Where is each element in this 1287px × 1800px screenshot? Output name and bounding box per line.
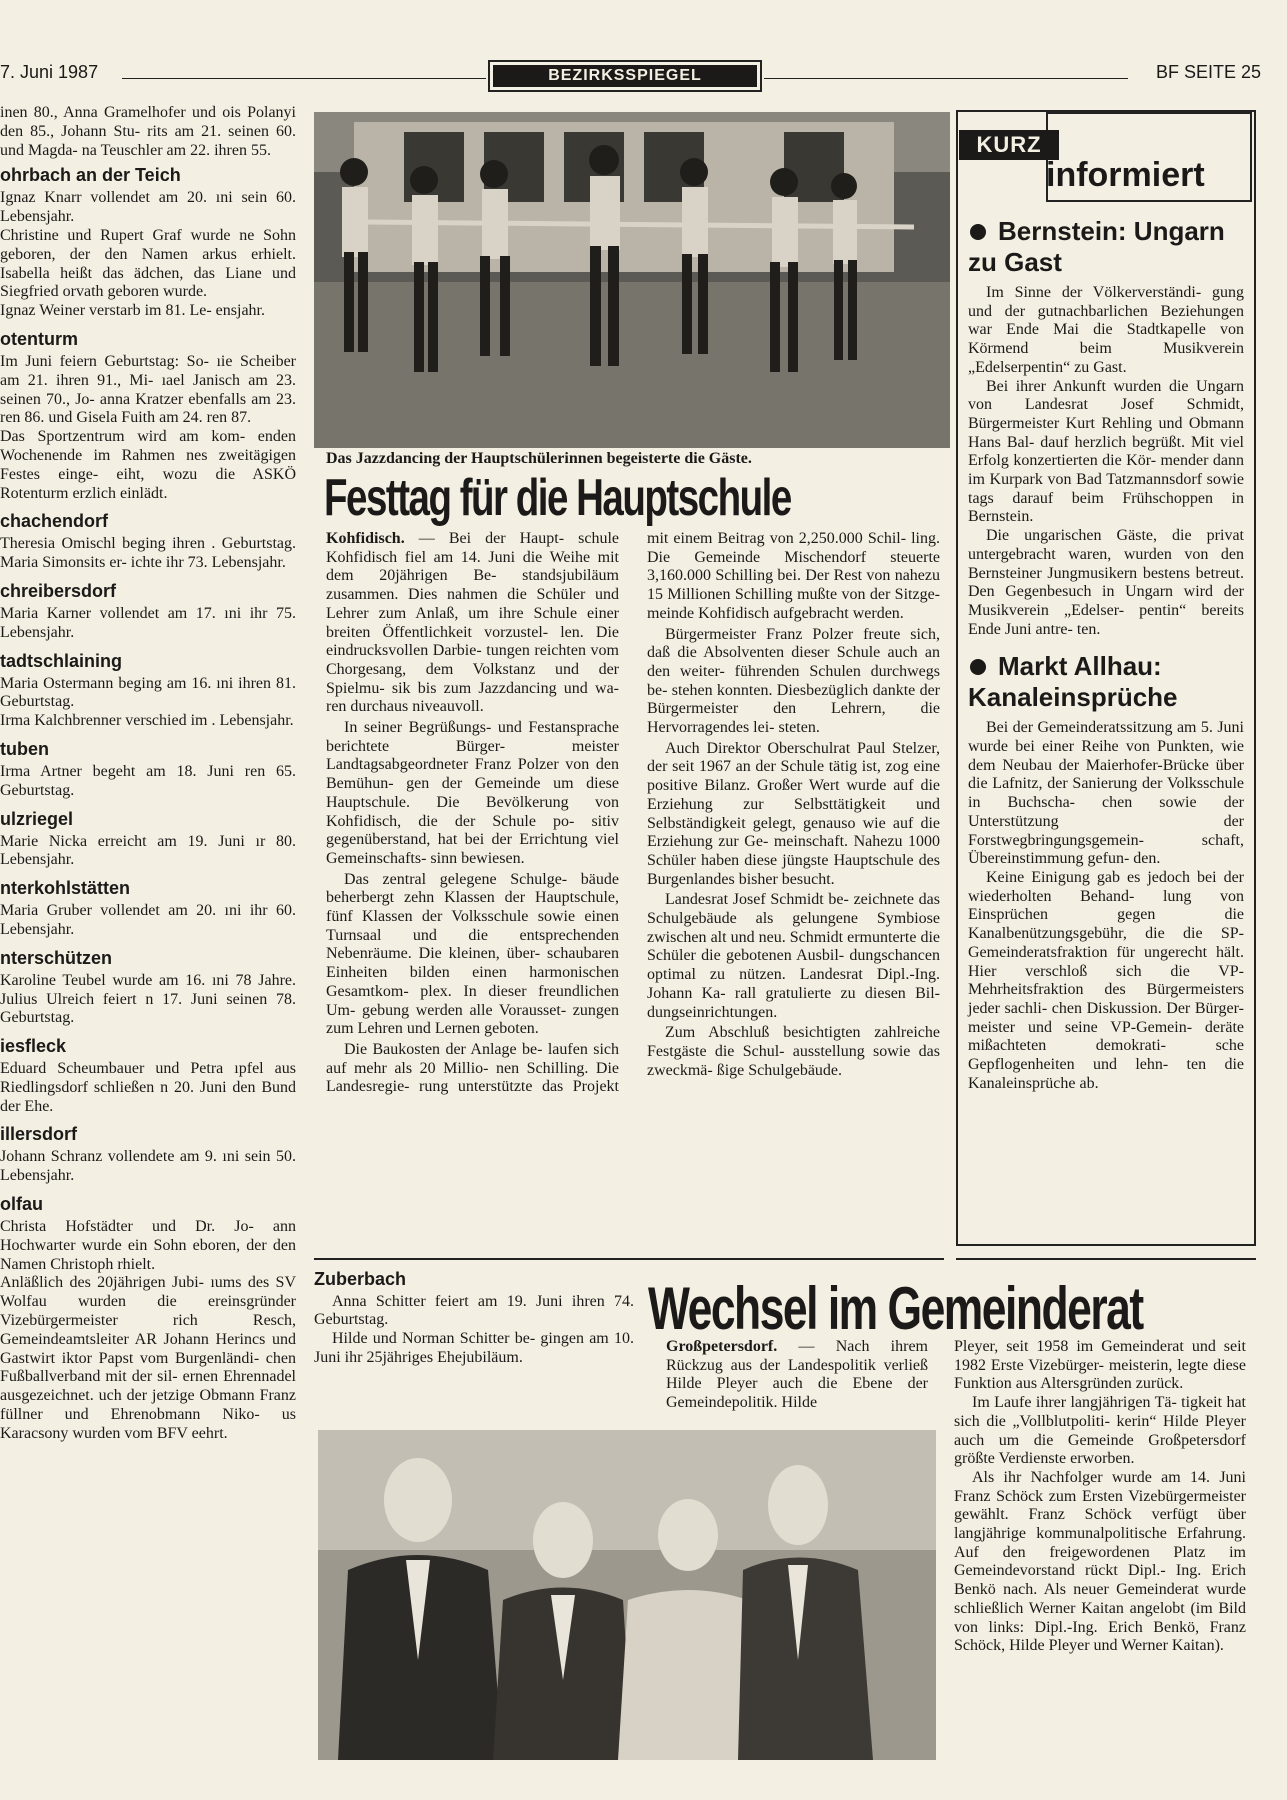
- notice-paragraph: Ignaz Weiner verstarb im 81. Le- ensjahr.: [0, 302, 265, 320]
- article-wechsel-paragraph-3: Als ihr Nachfolger wurde am 14. Juni Franz Schöck zum Ersten Vizebürgermeister gewählt. Franz Schöck verfügt über langjährige kommunalpolitische Erfahrung. Auf den freigewordenen Platz im Gemeindevorstand rückt Dipl.- Ing. Erich Benkö nach. Als neuer Gemeinderat wurde schließlich Werner Kaitan angelobt (im Bild von links: Dipl.-Ing. Erich Benkö, Franz Schöck, Hilde Pleyer und Werner Kaitan).: [954, 1468, 1246, 1655]
- article-paragraph: Zum Abschluß besichtigten zahlreiche Festgäste die Schul- ausstellung sowie das zweckmä- ßige Schulgebäude.: [647, 1024, 940, 1079]
- notice-heading: nterkohlstätten: [0, 878, 131, 899]
- notice-paragraph: Marie Nicka erreicht am 19. Juni ır 80. Lebensjahr.: [0, 832, 296, 869]
- kurz-paragraph: Die ungarischen Gäste, die privat untergebracht waren, wurden von den Bernsteiner Jungmusikern bestens betreut. Den Gegenbesuch in Ungarn wird der Musikverein „Edelser- pentin“ bereits Ende Juni antre- ten.: [968, 527, 1244, 638]
- notice-paragraph: Karoline Teubel wurde am 16. ıni 78 Jahre. Julius Ulreich feiert n 17. Juni seinen 78. Geburtstag.: [0, 971, 296, 1027]
- notice-paragraph: Christine und Rupert Graf wurde ne Sohn geboren, der den Namen arkus erhielt. Isabella heißt das ädchen, das Liane und Siegfried orvath geboren wurde.: [0, 226, 296, 301]
- notice-heading: nterschützen: [0, 947, 113, 968]
- bullet-icon: [970, 659, 986, 675]
- notice-paragraph: Anläßlich des 20jährigen Jubi- ıums des SV Wolfau wurden die ereinsgründer Vizebürgermeister rich Resch, Gemeindeamtsleiter AR Johann Herincs und Gastwirt iktor Papst vom Burgenländi- chen Fußballverband mit der sil- ernen Ehrennadel ausgezeichnet. uch der jetzige Obmann Franz füllner und Ehrenobmann Niko- us Karacsony wurden vom BFV eehrt.: [0, 1274, 296, 1442]
- article-paragraph: In seiner Begrüßungs- und Festansprache berichtete Bürger- meister Landtagsabgeordneter Franz Polzer von den Bemühun- gen der Gemeinde um diese Hauptschule. Die Bevölkerung von Kohfidisch, die der Schule po- sitiv gegenüberstand, hat bei der Errichtung viel Gemeinschafts- sinn bewiesen.: [326, 719, 619, 867]
- notice-heading: olfau: [0, 1194, 43, 1215]
- notice-paragraph: Eduard Scheumbauer und Petra ıpfel aus Riedlingsdorf schließen n 20. Juni den Bund der Ehe.: [0, 1060, 296, 1115]
- notice-paragraph: Das Sportzentrum wird am kom- enden Wochenende im Rahmen nes zweitägigen Festes einge- eiht, wozu die ASKÖ Rotenturm erzlich einlädt.: [0, 428, 296, 502]
- section-divider-right: [956, 1258, 1256, 1260]
- article-wechsel-col2: [954, 1338, 1246, 1656]
- article-paragraph: Kohfidisch. — Bei der Haupt- schule Kohfidisch fiel am 14. Juni die Weihe mit dem 20jährigen Be- standsjubiläum zusammen. Dies nahmen die Schüler und Lehrer zum Anlaß, um ihre Schule einer breiten Öffentlichkeit vorzustel- len. Die eindrucksvollen Darbie- tungen reichten vom Chorgesang, dem Volkstanz und der Spielmu- sik bis zum Jazzdancing und wa- ren durchaus niveauvoll.: [326, 530, 619, 716]
- kurz-informiert-content: [968, 216, 1244, 1093]
- photo-caption: Das Jazzdancing der Hauptschülerinnen begeisterte die Gäste.: [326, 450, 752, 467]
- issue-date: 7. Juni 1987: [0, 62, 99, 82]
- notice-paragraph: Maria Ostermann beging am 16. ıni ihren 81. Geburtstag.: [0, 674, 296, 711]
- gemeinderat-group-photo: [318, 1430, 936, 1760]
- header-rule-left: [122, 78, 486, 79]
- notice-paragraph: Ignaz Knarr vollendet am 20. ıni sein 60. Lebensjahr.: [0, 189, 296, 226]
- zuberbach-notice: [314, 1270, 634, 1368]
- kurz-item-heading: Markt Allhau: Kanaleinsprüche: [968, 651, 1178, 713]
- article-paragraph: Die Baukosten der Anlage be- laufen sich auf mehr als 20 Millio- nen Schilling. Die Landesregie- rung unterstützte das Projekt mit einem Beitrag von 2,250.000 Schil- ling. Die Gemeinde Mischendorf steuerte 3,160.000 Schilling bei. Der Rest von nahezu 15 Millionen Schilling mußte von der Sitzge- meinde Kohfidisch aufgebracht werden.: [326, 530, 940, 1096]
- notice-heading: illersdorf: [0, 1124, 78, 1145]
- notice-heading: otenturm: [0, 328, 78, 349]
- kurz-badge: KURZ: [959, 130, 1059, 160]
- notice-paragraph: Im Juni feiern Geburtstag: So- ıie Scheiber am 21. ihren 91., Mi- ıael Janisch am 23. seinen 70., Jo- anna Kratzer ebenfalls am 23. ren 86. und Gisela Fuith am 24. ren 87.: [0, 352, 296, 427]
- kurz-title: informiert: [1046, 156, 1205, 194]
- article-paragraph: Das zentral gelegene Schulge- bäude beherbergt zehn Klassen der Hauptschule, fünf Klassen der Volksschule sowie einen Turnsaal und die entsprechenden Nebenräume. Die kleinen, über- schaubaren Einheiten bilden einen harmonischen Gesamtkom- plex. In dieser freundlichen Um- gebung werden alle Vorausset- zungen zum Lehren und Lernen geboten.: [326, 870, 619, 1038]
- header-rule-right: [764, 78, 1128, 79]
- section-divider-left: [314, 1258, 944, 1260]
- notice-paragraph: Irma Kalchbrenner verschied im . Lebensjahr.: [0, 712, 294, 730]
- article-wechsel-dateline: Großpetersdorf.: [666, 1338, 778, 1355]
- article-paragraph: Landesrat Josef Schmidt be- zeichnete das Schulgebäude als gelungene Symbiose zwischen alt und neu. Schmidt ermunterte die Schüler die gebotenen Ausbil- dungschancen optimal zu nützen. Landesrat Dipl.-Ing. Johann Ka- rall gratulierte zu diesen Bil- dungseinrichtungen.: [647, 891, 940, 1021]
- headline-festtag: Festtag für die Hauptschule: [324, 469, 791, 527]
- article-wechsel-paragraph-1: Pleyer, seit 1958 im Gemeinderat und seit 1982 Erste Vizebürger- meisterin, legte diese Funktion aus Altersgründen zurück.: [954, 1338, 1246, 1393]
- kurz-paragraph: Keine Einigung gab es jedoch bei der wiederholten Behand- lung von Einsprüchen gegen die Kanalbenützungsgebühr, die die SP-Gemeinderatsfraktion für ungerecht hält. Hier verschloß sich die VP-Mehrheitsfraktion des Bürgermeisters jeder sachli- chen Diskussion. Der Bürger- meister und seine VP-Gemein- deräte mißachteten demokrati- sche Gepflogenheiten und lehn- ten die Kanaleinsprüche ab.: [968, 868, 1244, 1092]
- kurz-item-heading: Bernstein: Ungarn zu Gast: [968, 216, 1225, 277]
- notice-paragraph: Maria Gruber vollendet am 20. ıni ihr 60. Lebensjahr.: [0, 902, 296, 938]
- notice-heading: ohrbach an der Teich: [0, 165, 181, 186]
- article-wechsel-col1: [666, 1338, 928, 1413]
- gemeinderat-photo-drawing: [318, 1430, 936, 1760]
- article-wechsel-intro: — Nach ihrem Rückzug aus der Landespolitik verließ Hilde Pleyer auch die Ebene der Gemeindepolitik. Hilde: [666, 1338, 928, 1412]
- jazzdance-photo-drawing: [314, 112, 950, 448]
- zuberbach-heading: Zuberbach: [314, 1269, 407, 1289]
- zuberbach-paragraph-2: Hilde und Norman Schitter be- gingen am 10. Juni ihr 25jähriges Ehejubiläum.: [314, 1330, 634, 1366]
- left-column-notices: [0, 104, 296, 1444]
- notice-paragraph: Irma Artner begeht am 18. Juni ren 65. Geburtstag.: [0, 762, 296, 799]
- jazzdance-photo: [314, 112, 950, 448]
- notice-paragraph: Christa Hofstädter und Dr. Jo- ann Hochwarter wurde ein Sohn eboren, der den Namen Christoph rhielt.: [0, 1218, 296, 1273]
- kurz-item: [968, 216, 1244, 639]
- notice-heading: chachendorf: [0, 511, 109, 532]
- notice-heading: ulzriegel: [0, 808, 74, 829]
- notice-heading: tuben: [0, 738, 49, 759]
- notice-heading: tadtschlaining: [0, 650, 123, 671]
- article-wechsel-paragraph-2: Im Laufe ihrer langjährigen Tä- tigkeit hat sich die „Vollblutpoliti- kerin“ Hilde Pleyer auch um die Gemeinde Großpetersdorf größte Verdienste erworben.: [954, 1394, 1246, 1468]
- article-festtag-body: [326, 530, 940, 1097]
- bullet-icon: [970, 224, 986, 240]
- article-paragraph: Auch Direktor Oberschulrat Paul Stelzer, der seit 1967 an der Schule tätig ist, zog eine positive Bilanz. Großer Wert wurde auf die Erziehung zur Selbsttätigkeit und Selbständigkeit gelegt, genauso wie auf die Erziehung zur Ge- meinschaft. Nahezu 1000 Schüler haben diese jüngste Hauptschule des Burgenlandes bisher besucht.: [647, 739, 940, 888]
- kurz-item: [968, 651, 1244, 1093]
- zuberbach-paragraph-1: Anna Schitter feiert am 19. Juni ihren 74. Geburtstag.: [314, 1292, 634, 1329]
- kurz-paragraph: Bei der Gemeinderatssitzung am 5. Juni wurde bei einer Reihe von Punkten, wie dem Neubau der Maierhofer-Brücke über die Lafnitz, der Sanierung der Volksschule in Buchscha- chen sowie der Unterstützung der Forstwegbringungsgemein- schaft, Übereinstimmung gefun- den.: [968, 719, 1244, 868]
- article-dateline: Kohfidisch.: [326, 530, 405, 547]
- notice-heading: iesfleck: [0, 1036, 67, 1057]
- article-paragraph: Bürgermeister Franz Polzer freute sich, daß die Absolventen dieser Schule auch an den weiter- führenden Schulen durchwegs be- stehen konnten. Diesbezüglich dankte der Bürgermeister den Lehrern, die Hervorragendes lei- steten.: [647, 625, 940, 737]
- notice-paragraph: Maria Karner vollendet am 17. ıni ihr 75. Lebensjahr.: [0, 604, 296, 641]
- section-banner: [488, 60, 762, 92]
- notice-paragraph: Theresia Omischl beging ihren . Geburtstag. Maria Simonsits er- ichte ihr 73. Lebensjahr.: [0, 535, 296, 572]
- page-number: BF SEITE 25: [1155, 62, 1261, 82]
- notice-paragraph: Johann Schranz vollendete am 9. ıni sein 50. Lebensjahr.: [0, 1148, 296, 1185]
- notice-heading: chreibersdorf: [0, 580, 117, 601]
- kurz-paragraph: Bei ihrer Ankunft wurden die Ungarn von Landesrat Josef Schmidt, Bürgermeister Kurt Rehling und Obmann Hans Bal- dauf herzlich begrüßt. Mit viel Erfolg konzertierten die Kör- mender dann im Kurpark von Bad Tatzmannsdorf sowie tags darauf beim Frühschoppen in Bernstein.: [968, 377, 1244, 526]
- headline-wechsel: Wechsel im Gemeinderat: [648, 1275, 1143, 1342]
- kurz-paragraph: Im Sinne der Völkerverständi- gung und der gutnachbarlichen Beziehungen war Ende Mai die Stadtkapelle von Körmend beim Musikverein „Edelserpentin“ zu Gast.: [968, 284, 1244, 376]
- section-title: BEZIRKSSPIEGEL: [493, 65, 757, 87]
- notice-paragraph: inen 80., Anna Gramelhofer und ois Polanyi den 85., Johann Stu- rits am 21. seinen 60. und Magda- na Teuschler am 22. ihren 55.: [0, 104, 296, 159]
